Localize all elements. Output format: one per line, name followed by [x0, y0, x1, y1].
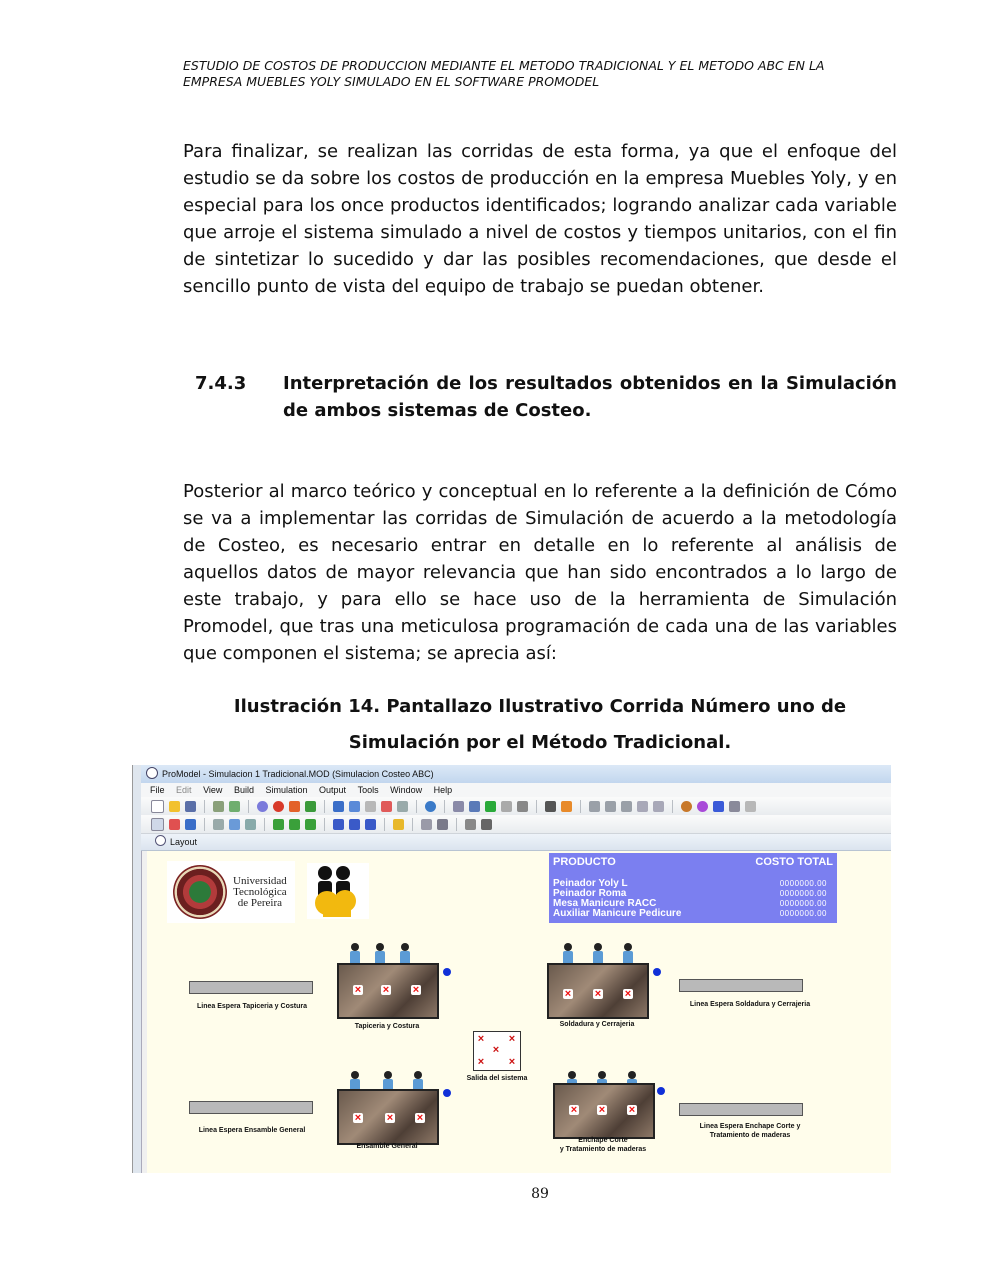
layout-check-icon — [155, 835, 166, 846]
utp-seal-icon — [173, 865, 227, 919]
queue-ensamble-bar[interactable] — [189, 1101, 313, 1114]
x-mark-icon: × — [508, 1056, 516, 1068]
layout-canvas[interactable] — [147, 851, 891, 1173]
x-mark-icon: × — [354, 984, 362, 996]
exit-location[interactable] — [473, 1031, 521, 1071]
utp-logo — [167, 861, 295, 923]
graph-icon[interactable] — [653, 801, 664, 812]
camera-icon[interactable] — [745, 801, 756, 812]
new-file-icon[interactable] — [151, 800, 164, 813]
window-icon[interactable] — [185, 819, 196, 830]
queue-soldadura-label: Linea Espera Soldadura y Cerrajeria — [689, 1001, 811, 1008]
stop-icon[interactable] — [517, 801, 528, 812]
queue-enchape-bar[interactable] — [679, 1103, 803, 1116]
entities-icon[interactable] — [273, 801, 284, 812]
cost-row-name: Peinador Roma — [553, 888, 627, 899]
menu-edit[interactable]: Edit — [176, 785, 192, 795]
status-dot-icon — [443, 968, 451, 976]
x-mark-icon: × — [492, 1044, 500, 1056]
station-tapiceria-label: Tapiceria y Costura — [354, 1023, 420, 1030]
run-icon[interactable] — [485, 801, 496, 812]
locations-icon[interactable] — [257, 801, 268, 812]
layout-label: Layout — [170, 837, 198, 847]
page-number: 89 — [531, 1186, 549, 1202]
x-mark-icon: × — [564, 988, 572, 1000]
x-mark-icon: × — [382, 984, 390, 996]
x-mark-icon: × — [624, 988, 632, 1000]
queue-enchape-label-1: Linea Espera Enchape Corte y — [699, 1123, 801, 1130]
link-icon[interactable] — [213, 819, 224, 830]
report-icon[interactable] — [169, 819, 180, 830]
paragraph-2: Posterior al marco teórico y conceptual en lo referente a la definición de Cómo se va a implementar las corridas de Simulación de acuerdo a la metodología de Costeo, es necesario entrar en detalle en lo referente al análisis de aquellos datos de mayor relevancia que han sido encontrados a lo largo de este trabajo, y para ello se hace uso de la herramienta de Simulación Promodel, que tras una meticulosa programación de cada una de las variables que componen el sistema; se aprecia así: — [183, 481, 897, 664]
exit-label: Salida del sistema — [466, 1075, 528, 1082]
menu-build[interactable]: Build — [233, 785, 254, 795]
view-5-icon[interactable] — [349, 819, 360, 830]
queue-tapiceria-bar[interactable] — [189, 981, 313, 994]
cost-panel-header — [553, 856, 833, 868]
save-icon[interactable] — [185, 801, 196, 812]
tools-icon[interactable] — [729, 801, 740, 812]
scenario-icon[interactable] — [469, 801, 480, 812]
x-mark-icon: × — [508, 1033, 516, 1045]
utp-logo-line-2: Tecnológica — [233, 885, 287, 898]
globe-icon[interactable] — [425, 801, 436, 812]
macros-icon[interactable] — [381, 801, 392, 812]
cost-row-value: 0000000.00 — [779, 889, 827, 898]
window-title: ProModel - Simulacion 1 Tradicional.MOD (Simulacion Costeo ABC) — [162, 769, 434, 779]
x-mark-icon: × — [386, 1112, 394, 1124]
path-icon[interactable] — [289, 801, 300, 812]
calculator-icon[interactable] — [545, 801, 556, 812]
x-mark-icon: × — [594, 988, 602, 1000]
x-mark-icon: × — [416, 1112, 424, 1124]
station-enchape-label-2: y Tratamiento de maderas — [559, 1146, 647, 1153]
station-soldadura-label: Soldadura y Cerrajeria — [559, 1021, 635, 1028]
grid-icon[interactable] — [151, 818, 164, 831]
cost-panel — [549, 853, 837, 923]
menu-simulation[interactable]: Simulation — [265, 785, 308, 795]
menu-bar — [141, 783, 891, 797]
triangle-icon[interactable] — [713, 801, 724, 812]
status-dot-icon — [657, 1087, 665, 1095]
running-header-line-2: EMPRESA MUEBLES YOLY SIMULADO EN EL SOFTWARE PROMODEL — [183, 74, 600, 89]
resources-icon[interactable] — [305, 801, 316, 812]
view-1-icon[interactable] — [273, 819, 284, 830]
x-mark-icon: × — [570, 1104, 578, 1116]
x-mark-icon: × — [354, 1112, 362, 1124]
x-mark-icon: × — [477, 1033, 485, 1045]
step-icon[interactable] — [465, 819, 476, 830]
options-icon[interactable] — [453, 801, 464, 812]
print-icon[interactable] — [213, 801, 224, 812]
cost-row-name: Auxiliar Manicure Pedicure — [553, 908, 682, 919]
utp-logo-line-1: Universidad — [233, 874, 287, 887]
status-dot-icon — [443, 1089, 451, 1097]
image-icon[interactable] — [229, 819, 240, 830]
pause-icon[interactable] — [501, 801, 512, 812]
running-header — [183, 58, 883, 90]
paragraph-1: Para finalizar, se realizan las corridas de esta forma, ya que el enfoque del estudio se da sobre los costos de producción en la empresa Muebles Yoly, y en especial para los once productos identificados; logrando analizar cada variable que arroje el sistema simulado a nivel de costos y tiempos unitarios, con el fin de sintetizar lo sucedido y dar las posibles recomendaciones, que desde el sencillo punto de vista del equipo de trabajo se puedan obtener. — [183, 141, 897, 297]
utp-logo-line-3: de Pereira — [237, 896, 283, 909]
cost-row-value: 0000000.00 — [779, 879, 827, 888]
end-icon[interactable] — [481, 819, 492, 830]
zoom-icon[interactable] — [245, 819, 256, 830]
open-folder-icon[interactable] — [169, 801, 180, 812]
section-number: 7.4.3 — [195, 373, 247, 394]
cost-row-value: 0000000.00 — [779, 899, 827, 908]
menu-view[interactable]: View — [203, 785, 223, 795]
cost-row — [553, 909, 827, 919]
cost-col-product: PRODUCTO — [553, 856, 616, 868]
queue-tapiceria-label: Linea Espera Tapiceria y Costura — [197, 1003, 307, 1010]
figure-caption-line-1: Ilustración 14. Pantallazo Ilustrativo Corrida Número uno de — [233, 696, 847, 717]
menu-help[interactable]: Help — [433, 785, 453, 795]
status-dot-icon — [653, 968, 661, 976]
attributes-icon[interactable] — [365, 801, 376, 812]
menu-window[interactable]: Window — [390, 785, 423, 795]
promodel-screenshot — [132, 765, 891, 1173]
toolbar-secondary — [141, 815, 891, 834]
x-mark-icon: × — [628, 1104, 636, 1116]
running-header-line-1: ESTUDIO DE COSTOS DE PRODUCCION MEDIANTE EL METODO TRADICIONAL Y EL METODO ABC EN LA — [183, 58, 825, 73]
section-title: Interpretación de los resultados obtenidos en la Simulación de ambos sistemas de Costeo. — [283, 373, 897, 421]
view-3-icon[interactable] — [305, 819, 316, 830]
view-6-icon[interactable] — [365, 819, 376, 830]
trace-icon[interactable] — [421, 819, 432, 830]
cost-col-total: COSTO TOTAL — [755, 856, 833, 868]
filter-3-icon[interactable] — [621, 801, 632, 812]
figure-caption-line-2: Simulación por el Método Tradicional. — [348, 732, 732, 753]
utp-logo-text — [233, 876, 287, 909]
cost-row-name: Mesa Manicure RACC — [553, 898, 657, 909]
muebles-yoly-logo-icon — [307, 863, 369, 919]
queue-ensamble-label: Linea Espera Ensamble General — [198, 1127, 306, 1134]
view-2-icon[interactable] — [289, 819, 300, 830]
arrivals-icon[interactable] — [349, 801, 360, 812]
station-ensamble-label: Ensamble General — [356, 1143, 418, 1150]
station-ensamble[interactable] — [337, 1089, 439, 1145]
edit-icon[interactable] — [637, 801, 648, 812]
processing-icon[interactable] — [333, 801, 344, 812]
station-tapiceria[interactable] — [337, 963, 439, 1019]
layout-window-header — [141, 834, 891, 851]
info-icon[interactable] — [397, 801, 408, 812]
menu-tools[interactable]: Tools — [357, 785, 379, 795]
copy-icon[interactable] — [229, 801, 240, 812]
chart-icon[interactable] — [561, 801, 572, 812]
menu-file[interactable]: File — [150, 785, 165, 795]
window-titlebar — [141, 765, 891, 784]
x-mark-icon: × — [412, 984, 420, 996]
toolbar-main — [141, 797, 891, 816]
station-enchape[interactable] — [553, 1083, 655, 1139]
view-4-icon[interactable] — [333, 819, 344, 830]
filter-icon[interactable] — [589, 801, 600, 812]
station-soldadura[interactable] — [547, 963, 649, 1019]
x-mark-icon: × — [477, 1056, 485, 1068]
queue-soldadura-bar[interactable] — [679, 979, 803, 992]
cost-row-value: 0000000.00 — [779, 909, 827, 918]
promodel-app-icon — [146, 767, 158, 779]
menu-output[interactable]: Output — [319, 785, 347, 795]
x-mark-icon: × — [598, 1104, 606, 1116]
palette-icon[interactable] — [681, 801, 692, 812]
note-icon[interactable] — [393, 819, 404, 830]
filter-2-icon[interactable] — [605, 801, 616, 812]
queue-enchape-label-2: Tratamiento de maderas — [709, 1132, 791, 1139]
station-enchape-label-1: Enchape Corte — [578, 1137, 628, 1144]
debug-icon[interactable] — [437, 819, 448, 830]
cost-row-name: Peinador Yoly L — [553, 878, 628, 889]
swirl-icon[interactable] — [697, 801, 708, 812]
